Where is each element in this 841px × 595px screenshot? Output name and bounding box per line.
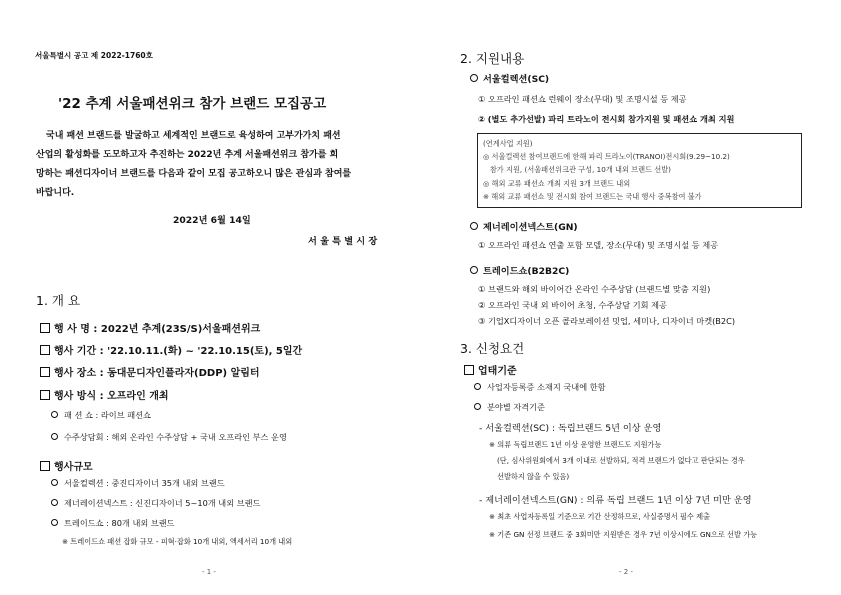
sc-requirement: - 서울컬렉션(SC) : 독립브랜드 5년 이상 운영 [479, 423, 662, 434]
section-1-heading: 1. 개 요 [36, 293, 81, 308]
criteria-item-text: 분야별 자격기준 [487, 402, 545, 412]
page-2 [421, 0, 841, 595]
event-period: 행사 기간 : '22.10.11.(화) ~ '22.10.15(토), 5일간 [54, 346, 303, 357]
page-number: - 2 - [619, 568, 633, 576]
circle-bullet-icon [474, 383, 481, 390]
section-3-heading: 3. 신청요건 [460, 341, 525, 356]
issuer: 서 울 특 별 시 장 [308, 236, 378, 247]
circle-bullet-icon [51, 433, 58, 440]
circle-bullet-icon [470, 222, 478, 230]
sc-requirement-note: 선발하지 않을 수 있음) [497, 472, 570, 481]
criteria-item [474, 402, 545, 413]
circle-bullet-icon [470, 266, 478, 274]
scale-heading [40, 458, 93, 473]
related-program-box [477, 133, 802, 208]
checkbox-icon [40, 345, 50, 355]
sc-item: ① 오프라인 패션쇼 런웨이 장소(무대) 및 조명시설 등 제공 [478, 94, 687, 104]
circle-bullet-icon [51, 499, 58, 506]
checkbox-icon [40, 390, 50, 400]
box-line: ◎ 서울컬렉션 참여브랜드에 한해 파리 트라노이(TRANOI)전시회(9.29~10.2) [483, 152, 730, 161]
circle-bullet-icon [51, 479, 58, 486]
intro-line: 국내 패션 브랜드를 발굴하고 세계적인 브랜드로 육성하여 고부가가치 패션 [46, 131, 341, 141]
gn-requirement-note: ※ 최초 사업자등록일 기준으로 기간 산정하므로, 사실증명서 필수 제출 [489, 512, 710, 521]
box-line: ※ 해외 교류 패션쇼 및 전시회 참여 브랜드는 국내 행사 중복참여 불가 [483, 192, 702, 201]
sc-requirement-note: (단, 심사위원회에서 3개 이내로 선발하되, 적격 브랜드가 없다고 판단되는 경우 [497, 456, 745, 465]
intro-line: 산업의 활성화를 도모하고자 추진하는 2022년 추계 서울패션위크 참가를 희 [36, 150, 339, 160]
b2b-item: ① 브랜드와 해외 바이어간 온라인 수주상담 (브랜드별 맞춤 지원) [478, 284, 711, 294]
method-item [51, 410, 151, 421]
section-2-heading: 2. 지원내용 [460, 51, 525, 66]
intro-line: 망하는 패션디자이너 브랜드를 다음과 같이 모집 공고하오니 많은 관심과 참여를 [36, 169, 352, 179]
gn-item: ① 오프라인 패션쇼 연출 포함 모델, 장소(무대) 및 조명시설 등 제공 [478, 240, 719, 250]
scale-item-text: 제너레이션넥스트 : 신진디자이너 5~10개 내외 브랜드 [64, 498, 261, 508]
page-number: - 1 - [202, 568, 216, 576]
event-method-row [40, 387, 169, 402]
checkbox-icon [40, 323, 50, 333]
scale-item [51, 518, 175, 529]
gn-requirement-note: ※ 기존 GN 선정 브랜드 중 3회미만 지원받은 경우 7년 이상시에도 GN으로 선발 가능 [489, 530, 758, 539]
event-venue: 행사 장소 : 동대문디자인플라자(DDP) 알림터 [54, 368, 260, 379]
checkbox-icon [40, 461, 50, 471]
gn-title: 제너레이션넥스트(GN) [483, 222, 578, 233]
sc-requirement-note: ※ 의류 독립브랜드 1년 이상 운영한 브랜드도 지원가능 [489, 440, 662, 449]
event-venue-row [40, 364, 260, 379]
intro-paragraph [36, 127, 386, 203]
method-item-text: 패 션 쇼 : 라이브 패션쇼 [64, 410, 151, 420]
sc-item: ② (별도 추가선발) 파리 트라노이 전시회 참가지원 및 패션쇼 개최 지원 [478, 114, 735, 124]
b2b-item: ② 오프라인 국내 외 바이어 초청, 수주상담 기회 제공 [478, 300, 667, 310]
event-name-row [40, 320, 260, 335]
box-line: ◎ 해외 교류 패션쇼 개최 지원 3개 브랜드 내외 [483, 179, 631, 188]
scale-item [51, 498, 260, 509]
notice-date: 2022년 6월 14일 [173, 215, 251, 226]
intro-line: 바랍니다. [36, 188, 75, 198]
notice-number: 서울특별시 공고 제 2022-1760호 [35, 51, 153, 60]
checkbox-icon [40, 367, 50, 377]
gn-heading [470, 219, 578, 233]
sc-title: 서울컬렉션(SC) [483, 74, 550, 85]
document-title: '22 추계 서울패션위크 참가 브랜드 모집공고 [58, 96, 327, 112]
box-line: (연계사업 지원) [483, 139, 533, 148]
b2b-item: ③ 기업X디자이너 오픈 콜라보레이션 밋업, 세미나, 디자이너 마켓(B2C) [478, 316, 736, 326]
circle-bullet-icon [470, 74, 478, 82]
event-name: 행 사 명 : 2022년 추계(23S/S)서울패션위크 [54, 324, 261, 335]
circle-bullet-icon [51, 519, 58, 526]
criteria-heading [464, 362, 517, 377]
gn-requirement: - 제너레이션넥스트(GN) : 의류 독립 브랜드 1년 이상 7년 미만 운영 [479, 495, 752, 506]
b2b-heading [470, 263, 569, 277]
circle-bullet-icon [474, 403, 481, 410]
box-line: 참가 지원, (서울패션위크관 구성, 10개 내외 브랜드 선발) [483, 165, 671, 174]
event-method: 행사 방식 : 오프라인 개최 [54, 391, 169, 402]
checkbox-icon [464, 365, 474, 375]
event-period-row [40, 342, 302, 357]
scale-label: 행사규모 [54, 462, 93, 473]
scale-item-text: 트레이드쇼 : 80개 내외 브랜드 [64, 518, 175, 528]
criteria-item-text: 사업자등록증 소재지 국내에 한함 [487, 382, 606, 392]
method-item [51, 432, 287, 443]
page-1 [0, 0, 420, 595]
scale-note: ※ 트레이드쇼 패션 잡화 규모 - 피혁·잡화 10개 내외, 액세서리 10개 내외 [62, 537, 293, 546]
scale-item [51, 478, 225, 489]
criteria-label: 업태기준 [478, 366, 517, 377]
method-item-text: 수주상담회 : 해외 온라인 수주상담 + 국내 오프라인 부스 운영 [64, 432, 287, 442]
circle-bullet-icon [51, 411, 58, 418]
b2b-title: 트레이드쇼(B2B2C) [483, 266, 570, 277]
criteria-item [474, 382, 606, 393]
sc-heading [470, 71, 549, 85]
scale-item-text: 서울컬렉션 : 중진디자이너 35개 내외 브랜드 [64, 478, 225, 488]
